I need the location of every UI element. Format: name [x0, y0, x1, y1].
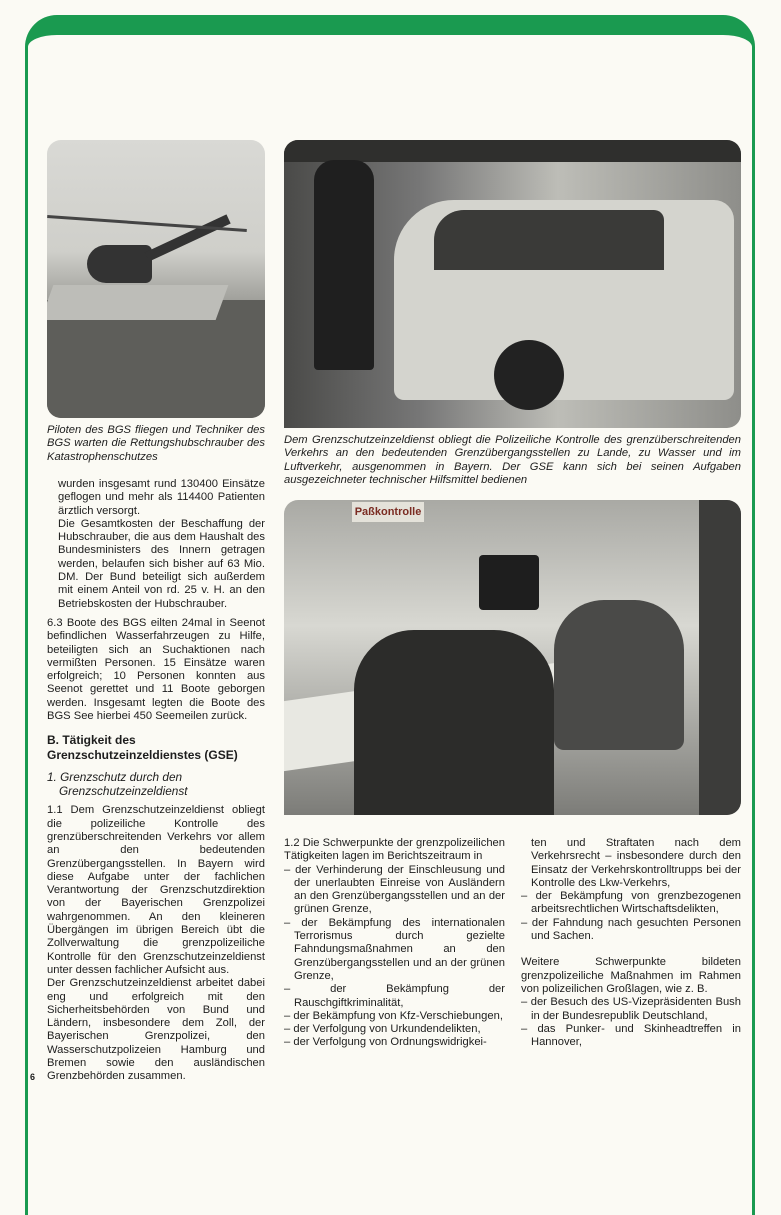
car-caption: Dem Grenzschutzeinzeldienst obliegt die Polizeiliche Kontrolle des grenzüberschreitenden Verkehrs an den bedeutenden Grenzübergangsstellen zu Lande, zu Wasser und im Luftverkehr, ausgenommen in Bayern. Der GSE kann sich bei seinen Aufgaben ausgezeichneter technischer Hilfsmittel bedienen: [284, 434, 741, 486]
list-item: – der Verfolgung von Urkundendelikten,: [284, 1023, 505, 1036]
page-number: 6: [30, 1072, 36, 1082]
paragraph-6-3: 6.3 Boote des BGS eilten 24mal in Seenot befindlichen Wasserfahrzeugen zu Hilfe, beteiligten sich an Suchaktionen nach vermißten Personen. 15 Einsätze waren erfolgreich; 10 Personen konnten aus Seenot gerettet und 11 Boote geborgen werden. Insgesamt legten die Boote des BGS See hierbei 450 Seemeilen zurück.: [47, 616, 265, 723]
helicopter-caption: Piloten des BGS fliegen und Techniker des BGS warten die Rettungshubschrauber des Katastrophenschutzes: [47, 424, 265, 463]
list-item: – der Verhinderung der Einschleusung und der unerlaubten Einreise von Ausländern an den Grenzübergangsstellen und an der grünen Grenze,: [284, 864, 505, 917]
list-item: – der Bekämpfung des internationalen Terrorismus durch gezielte Fahndungsmaßnahmen an den Grenzübergangsstellen und an der grünen Grenze,: [284, 917, 505, 983]
paragraph: Die Gesamtkosten der Beschaffung der Hubschrauber, die aus dem Haushalt des Bundesministers des Innern getragen werden, belaufen sich bisher auf 63 Mio. DM. Der Bund beteiligt sich außerdem mit einem Anteil von rd. 25 v. H. an den Betriebskosten der Hubschrauber.: [58, 517, 265, 610]
paragraph-1-1: 1.1 Dem Grenzschutzeinzeldienst obliegt die polizeiliche Kontrolle des grenzüberschreitenden Verkehrs vor allem an den bedeutenden Grenzübergangsstellen. In Bayern wird diese Aufgabe unter der fachlichen Verantwortung der Grenzschutzdirektion von der Bayerischen Grenzpolizei wahrgenommen. An den kleineren Übergängen im übrigen Bereich übt die Zollverwaltung die grenzpolizeiliche Kontrolle für den Grenzschutzeinzeldienst unter dessen fachlicher Aufsicht aus.: [47, 804, 265, 976]
list-item: – der Bekämpfung der Rauschgiftkriminalität,: [284, 983, 505, 1010]
right-column: [521, 837, 741, 1049]
list-item: – der Verfolgung von Ordnungswidrigkei-: [284, 1036, 505, 1049]
section-heading-b: B. Tätigkeit des Grenzschutzeinzeldienstes (GSE): [47, 733, 238, 762]
paragraph: ten und Straftaten nach dem Verkehrsrecht – insbesondere durch den Einsatz der Verkehrskontrolltrupps bei der Kontrolle des Lkw-Verkehrs,: [531, 837, 741, 889]
passport-control-sign: Paßkontrolle: [352, 502, 424, 522]
passport-control-office-photo: [284, 500, 741, 815]
paragraph: Weitere Schwerpunkte bildeten grenzpolizeiliche Maßnahmen im Rahmen von polizeilichen Großlagen, wie z. B.: [521, 956, 741, 995]
list-item: – der Besuch des US-Vizepräsidenten Bush in der Bundesrepublik Deutschland,: [521, 996, 741, 1023]
left-column: [47, 478, 265, 1084]
paragraph: wurden insgesamt rund 130400 Einsätze geflogen und mehr als 114400 Patienten ärztlich versorgt.: [58, 478, 265, 517]
paragraph-1-2: 1.2 Die Schwerpunkte der grenzpolizeilichen Tätigkeiten lagen im Berichtszeitraum in: [284, 837, 505, 863]
border-control-car-photo: [284, 140, 741, 428]
helicopter-photo: [47, 140, 265, 418]
list-item: – der Bekämpfung von Kfz-Verschiebungen,: [284, 1010, 505, 1023]
list-item: – das Punker- und Skinheadtreffen in Hannover,: [521, 1023, 741, 1050]
middle-column: [284, 837, 505, 1050]
left-column-top: [47, 478, 265, 611]
list-item: – der Fahndung nach gesuchten Personen und Sachen.: [521, 917, 741, 944]
list-item: – der Bekämpfung von grenzbezogenen arbeitsrechtlichen Wirtschaftsdelikten,: [521, 890, 741, 917]
paragraph: Der Grenzschutzeinzeldienst arbeitet dabei eng und erfolgreich mit den Sicherheitsbehörden von Bund und Ländern, insbesondere dem Zoll, der Bayerischen Grenzpolizei, den Wasserschutzpolizeien Hamburg und Bremen sowie den ausländischen Grenzbehörden zusammen.: [47, 977, 265, 1083]
subheading-1: 1. Grenzschutz durch den Grenzschutzeinzeldienst: [47, 770, 188, 799]
